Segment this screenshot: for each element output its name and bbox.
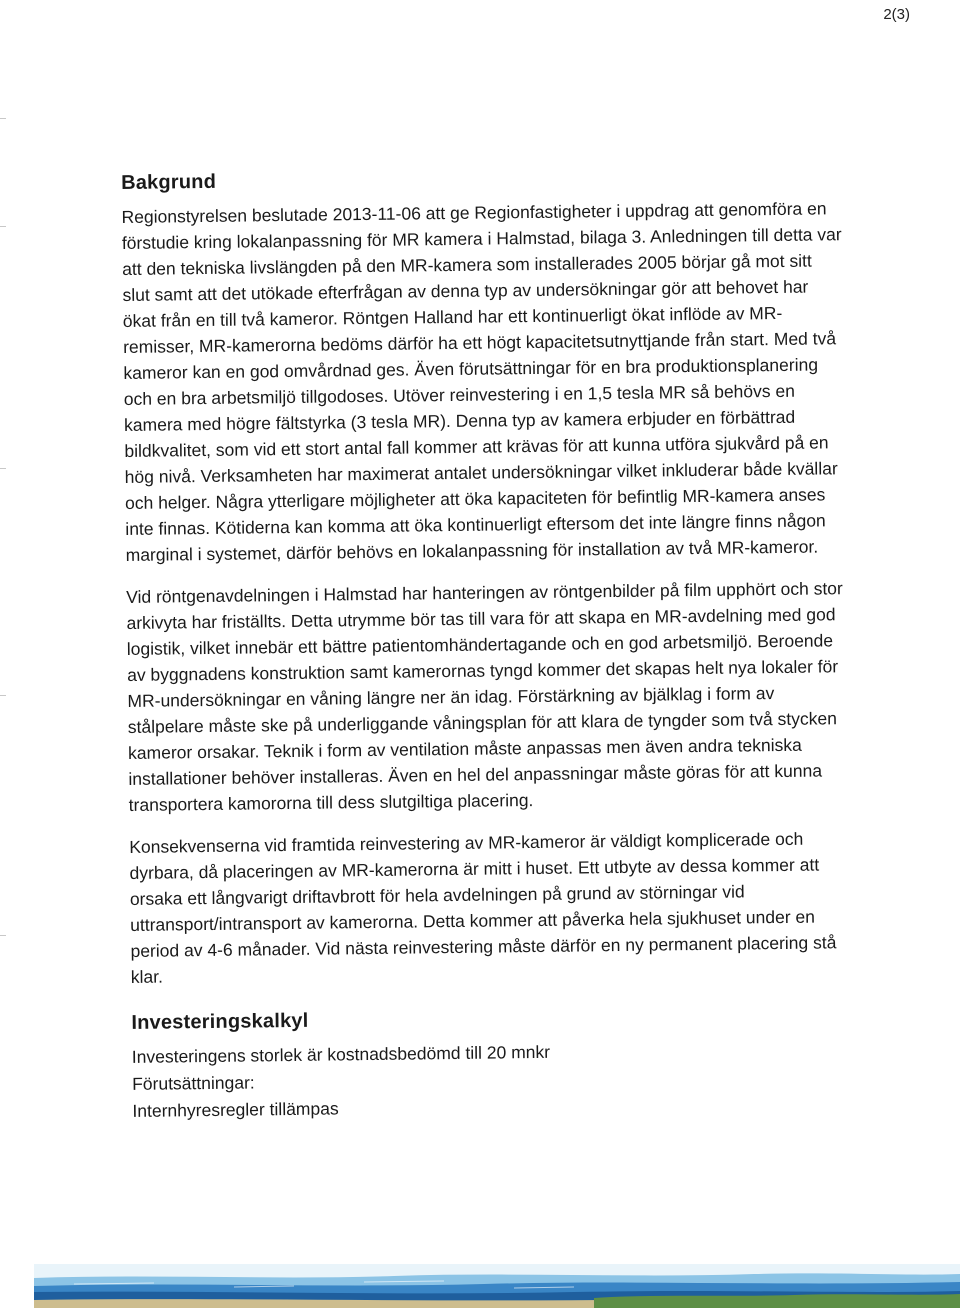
document-body: [121, 163, 853, 1125]
section-heading-investeringskalkyl: Investeringskalkyl: [131, 1009, 309, 1034]
paragraph-2: Vid röntgenavdelningen i Halmstad har hanteringen av röntgenbilder på film upphört och stor arkivyta har friställts. Detta utrymme bör tas till vara för att skapa en MR-avdelning med god logistik, vilket innebär ett bättre patientomhändertagande och en god arbetsmiljö. Beroende av byggnadens konstruktion samt kamerornas tyngd kommer det skapas helt nya lokaler för MR-undersökningar en våning längre ner än idag. Förstärkning av bjälklag i form av stålpelare måste ske på underliggande våningsplan för att klara de tyngder som två stycken kameror orsakar. Teknik i form av ventilation måste anpassas men även andra tekniska installationer behöver installeras. Även en hel del anpassningar måste göras för att kunna transportera kamororna till dess slutgiltiga placering.: [126, 578, 843, 815]
landscape-image: [34, 1264, 960, 1308]
margin-mark: [0, 695, 6, 696]
paragraph-3: Konsekvenserna vid framtida reinvestering av MR-kameror är väldigt komplicerade och dyrbara, då placeringen av MR-kamerorna är mitt i huset. Ett utbyte av dessa kommer att orsaka ett långvarigt driftavbrott för hela avdelningen på grund av störningar vid uttransport/intransport av kamerorna. Detta kommer att påverka hela sjukhuset under en period av 4-6 månader. Vid nästa reinvestering måste därför en ny permanent placering stå klar.: [129, 828, 837, 987]
margin-mark: [0, 935, 6, 936]
margin-mark: [0, 226, 6, 227]
prerequisites-label: Förutsättningar:: [132, 1072, 255, 1094]
margin-mark: [0, 468, 6, 469]
page-number: 2(3): [883, 6, 910, 23]
footer-landscape-banner: [34, 1264, 960, 1308]
investment-size-line: Investeringens storlek är kostnadsbedömd till 20 mnkr: [131, 1041, 551, 1067]
section-heading-bakgrund: Bakgrund: [121, 170, 217, 194]
banner-grass: [594, 1294, 960, 1308]
internal-rent-line: Internhyresregler tillämpas: [132, 1098, 339, 1121]
paragraph-1: Regionstyrelsen beslutade 2013-11-06 att ge Regionfastigheter i uppdrag att genomföra en förstudie kring lokalanpassning för MR kamera i Halmstad, bilaga 3. Anledningen till detta var att den tekniska livslängden på den MR-kamera som installerades 2005 börjar gå mot sitt slut samt att det utökade efterfrågan av denna typ av undersökningar gör att behovet har ökat från en till två kameror. Röntgen Halland har ett kontinuerligt ökat inflöde av MR-remisser, MR-kamerorna bedöms därför ha ett högt kapacitetsutnyttjande från start. Med två kameror kan en god omvårdnad ges. Även förutsättningar för en bra produktionsplanering och en bra arbetsmiljö tillgodoses. Utöver reinvestering i en 1,5 tesla MR så behövs en kamera med högre fältstyrka (3 tesla MR). Denna typ av kamera erbjuder en förbättrad bildkvalitet, som vid ett stort antal fall kommer att krävas för att kunna utföra sjukvård på en hög nivå. Verksamheten har maximerat antalet undersökningar vilket inkluderar både kvällar och helger. Några ytterligare möjligheter att öka kapaciteten för befintlig MR-kamera anses inte finnas. Kötiderna kan komma att öka kontinuerligt eftersom det inte längre finns någon marginal i systemet, därför behövs en lokalanpassning för installation av två MR-kameror.: [121, 198, 842, 565]
margin-mark: [0, 118, 6, 119]
